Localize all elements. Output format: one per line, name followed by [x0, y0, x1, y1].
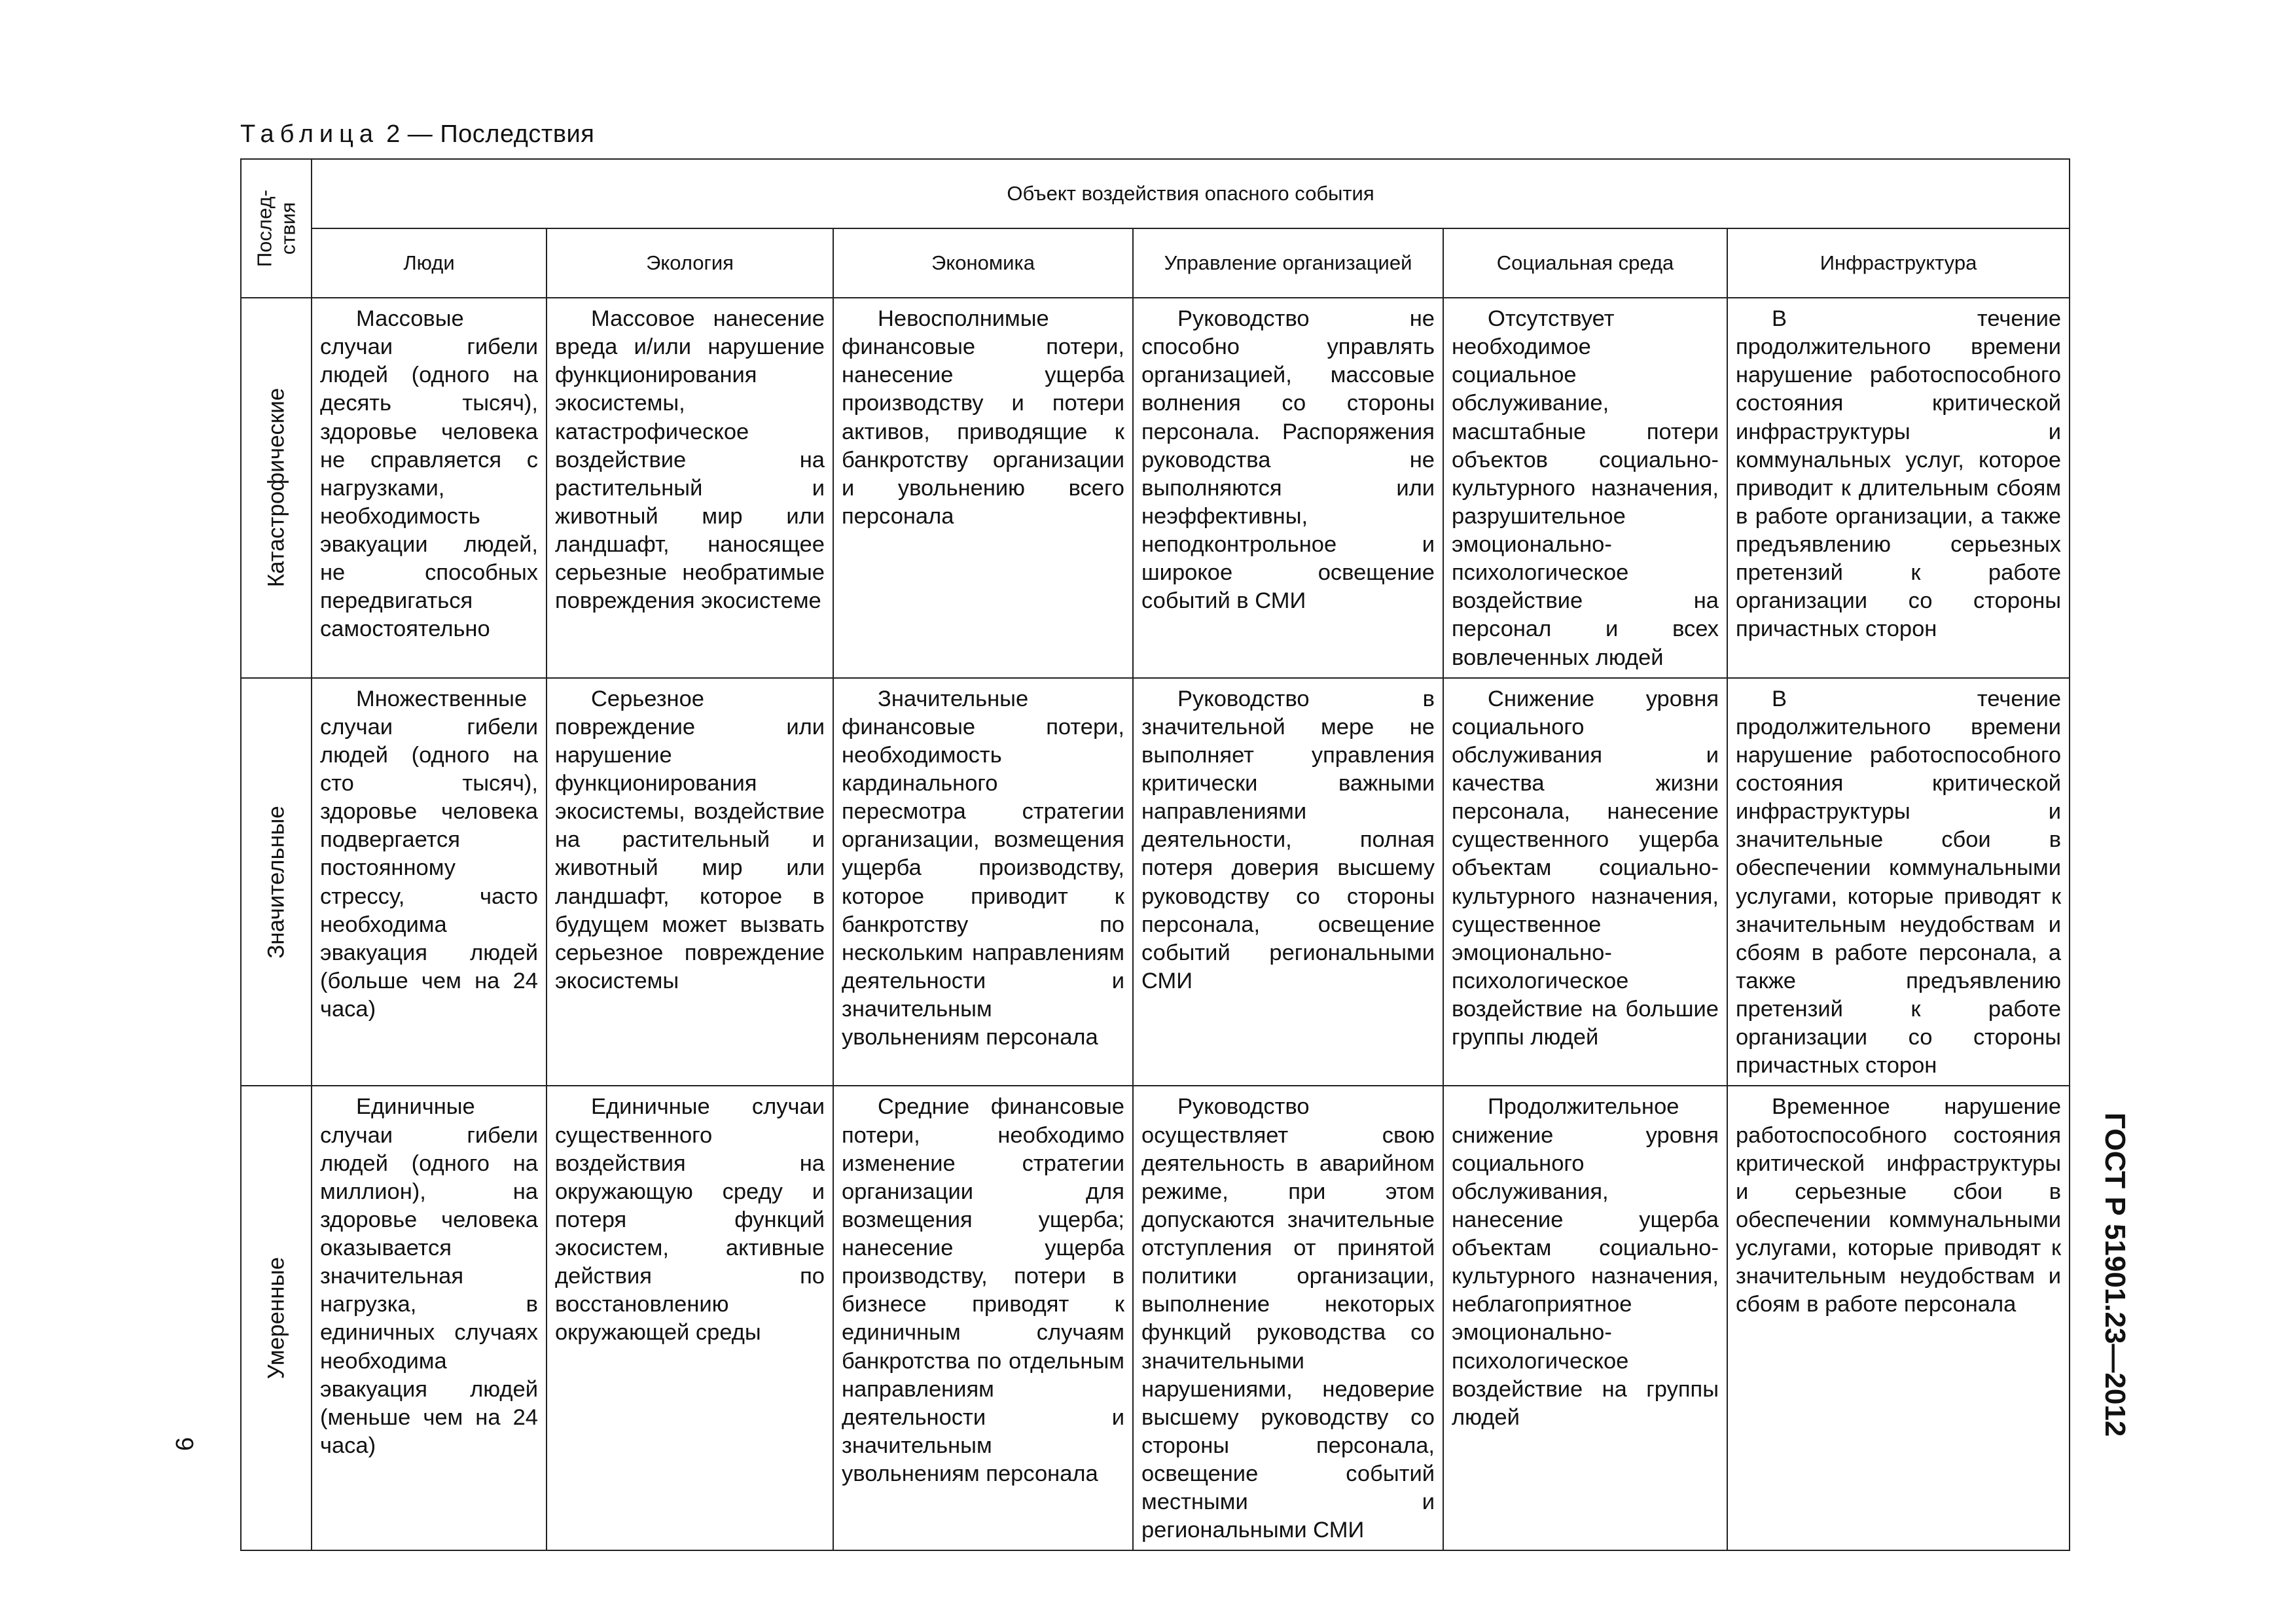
standard-designation: ГОСТ Р 51901.23—2012 [2099, 1113, 2131, 1437]
column-header-economy: Экономика [833, 228, 1133, 298]
table-cell: Единичные случаи гибели людей (одного на миллион), на здоровье человека оказывается значительная нагрузка, в единичных случаях необходима эвакуация людей (меньше чем на 24 часа) [312, 1086, 547, 1550]
corner-line-2: ствия [276, 202, 299, 255]
table-cell: Руководство не способно управлять организацией, массовые волнения со стороны персонала. Распоряжения руководства не выполняются или неэффективны, неподконтрольное и широкое освещение событий в СМИ [1133, 298, 1443, 678]
table-row [241, 678, 2070, 1086]
row-label-cell [241, 298, 312, 678]
table-cell: Серьезное повреждение или нарушение функционирования экосистемы, воздействие на растительный и животный мир или ландшафт, которое в будущем может вызвать серьезное повреждение экосистемы [547, 678, 833, 1086]
caption-number: 2 [386, 120, 401, 148]
table-cell: Единичные случаи существенного воздействия на окружающую среду и потеря функций экосистем, активные действия по восстановлению окружающей среды [547, 1086, 833, 1550]
table-cell: Руководство осуществляет свою деятельность в аварийном режиме, при этом допускаются значительные отступления от принятой политики организации, выполнение некоторых функций руководства со значительными нарушениями, недоверие высшему руководству со стороны персонала, освещение событий местными и региональными СМИ [1133, 1086, 1443, 1550]
table-cell: В течение продолжительного времени нарушение работоспособного состояния критической инфраструктуры и значительные сбои в обеспечении коммунальными услугами, которые приводят к значительным неудобствам и сбоям в работе персонала, а также предъявлению претензий к работе организации со стороны причастных сторон [1727, 678, 2070, 1086]
row-label: Катастрофические [263, 388, 289, 588]
column-header-infrastructure: Инфраструктура [1727, 228, 2070, 298]
table-cell: Продолжительное снижение уровня социального обслуживания, нанесение ущерба объектам социально-культурного назначения, неблагоприятное эмоционально-психологическое воздействие на группы людей [1443, 1086, 1727, 1550]
table-row [241, 1086, 2070, 1550]
corner-line-1: Послед- [253, 189, 276, 268]
consequences-table [240, 158, 2070, 1551]
row-label-cell [241, 678, 312, 1086]
table-cell: Отсутствует необходимое социальное обслуживание, масштабные потери объектов социально-культурного назначения, разрушительное эмоционально-психологическое воздействие на персонал и всех вовлеченных людей [1443, 298, 1727, 678]
column-header-social: Социальная среда [1443, 228, 1727, 298]
row-label-cell [241, 1086, 312, 1550]
caption-title: — Последствия [407, 120, 595, 148]
table-cell: Массовые случаи гибели людей (одного на десять тысяч), здоровье человека не справляется с нагрузками, необходимость эвакуации людей, не способных передвигаться самостоятельно [312, 298, 547, 678]
group-header: Объект воздействия опасного события [312, 159, 2070, 228]
page-number: 6 [171, 1436, 200, 1452]
table-cell: Значительные финансовые потери, необходимость кардинального пересмотра стратегии организации, возмещения ущерба производству, которое приводит к банкротству по нескольким направлениям деятельности и значительным увольнениям персонала [833, 678, 1133, 1086]
column-header-row [241, 228, 2070, 298]
column-header-people: Люди [312, 228, 547, 298]
corner-header [241, 159, 312, 298]
table-cell: В течение продолжительного времени нарушение работоспособного состояния критической инфраструктуры и коммунальных услуг, которое приводит к длительным сбоям в работе организации, а также предъявлению серьезных претензий к работе организации со стороны причастных сторон [1727, 298, 2070, 678]
row-label: Значительные [263, 805, 289, 959]
table-cell: Множественные случаи гибели людей (одного на сто тысяч), здоровье человека подвергается постоянному стрессу, часто необходима эвакуация людей (больше чем на 24 часа) [312, 678, 547, 1086]
row-label: Умеренные [263, 1257, 289, 1380]
table-cell: Снижение уровня социального обслуживания и качества жизни персонала, нанесение существенного ущерба объектам социально-культурного назначения, существенное эмоционально-психологическое воздействие на большие группы людей [1443, 678, 1727, 1086]
table-cell: Средние финансовые потери, необходимо изменение стратегии организации для возмещения ущерба; нанесение ущерба производству, потери в бизнесе приводят к единичным случаям банкротства по отдельным направлениям деятельности и значительным увольнениям персонала [833, 1086, 1133, 1550]
header-row-group [241, 159, 2070, 228]
table-cell: Руководство в значительной мере не выполняет управления критически важными направлениями деятельности, полная потеря доверия высшему руководству со стороны персонала, освещение событий региональными СМИ [1133, 678, 1443, 1086]
column-header-management: Управление организацией [1133, 228, 1443, 298]
caption-prefix: Таблица [240, 120, 379, 148]
table-cell: Массовое нанесение вреда и/или нарушение функционирования экосистемы, катастрофическое воздействие на растительный и животный мир или ландшафт, наносящее серьезные необратимые повреждения экосистеме [547, 298, 833, 678]
table-cell: Временное нарушение работоспособного состояния критической инфраструктуры и серьезные сбои в обеспечении коммунальными услугами, которые приводят к значительным неудобствам и сбоям в работе персонала [1727, 1086, 2070, 1550]
corner-header-text [253, 190, 299, 267]
table-row [241, 298, 2070, 678]
column-header-ecology: Экология [547, 228, 833, 298]
table-caption [240, 120, 594, 149]
table-cell: Невосполнимые финансовые потери, нанесение ущерба производству и потери активов, приводящие к банкротству организации и увольнению всего персонала [833, 298, 1133, 678]
